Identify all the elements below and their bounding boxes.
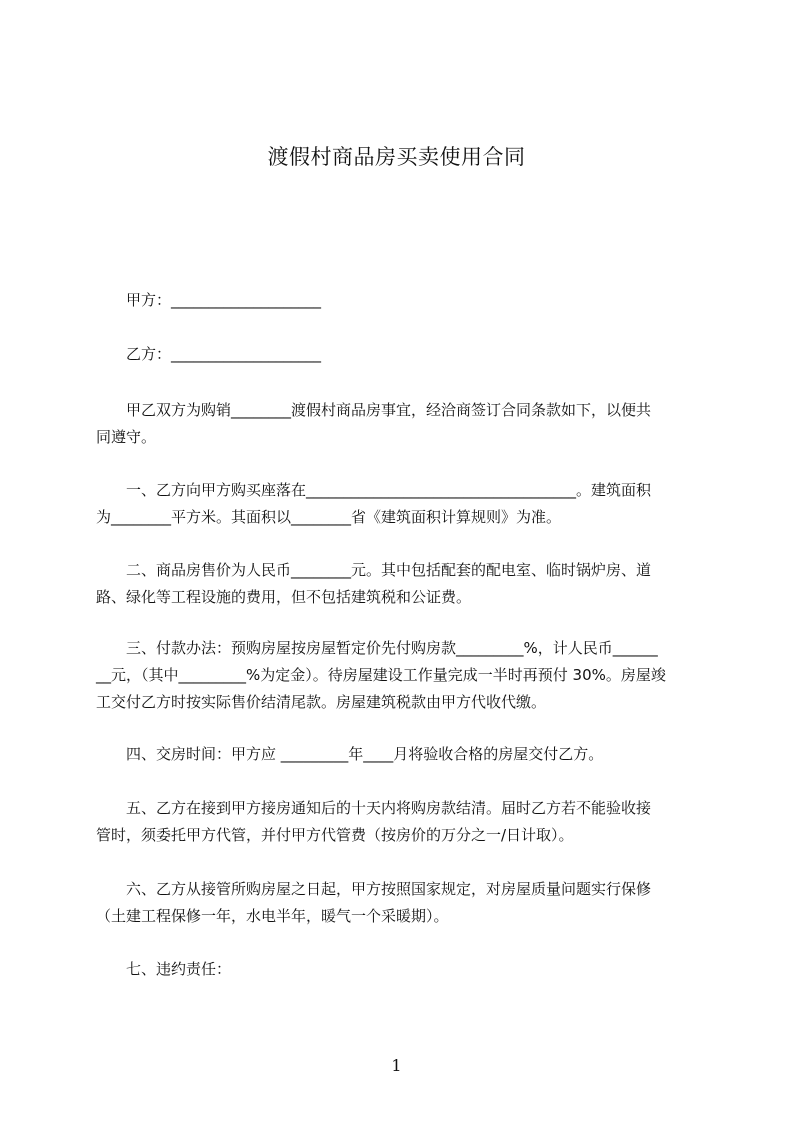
clause-1-line-2: 为________平方米。其面积以________省《建筑面积计算规则》为准。 — [96, 508, 562, 526]
clause-5-line-1: 五、乙方在接到甲方接房通知后的十天内将购房款结清。届时乙方若不能验收接 — [96, 799, 652, 817]
clause-1-line-1: 一、乙方向甲方购买座落在____________________________________。建筑面积 — [96, 481, 652, 499]
clause-3-line-2: __元，（其中_________%为定金）。待房屋建设工作量完成一半时再预付 30%。房屋竣 — [96, 666, 666, 684]
party-a-line: 甲方：____________________ — [96, 291, 322, 309]
clause-3-line-3: 工交付乙方时按实际售价结清尾款。房屋建筑税款由甲方代收代缴。 — [96, 693, 547, 711]
clause-3-line-1: 三、付款办法：预购房屋按房屋暂定价先付购房款_________%，计人民币______ — [96, 639, 658, 657]
intro-line-1: 甲乙双方为购销________渡假村商品房事宜，经洽商签订合同条款如下，以便共 — [96, 401, 652, 419]
clause-6-line-1: 六、乙方从接管所购房屋之日起，甲方按照国家规定，对房屋质量问题实行保修 — [96, 880, 652, 898]
clause-5-line-2: 管时，须委托甲方代管，并付甲方代管费（按房价的万分之一/日计取）。 — [96, 826, 574, 844]
clause-2-line-1: 二、商品房售价为人民币________元。其中包括配套的配电室、临时锅炉房、道 — [96, 561, 652, 579]
clause-6-line-2: （土建工程保修一年，水电半年，暖气一个采暖期）。 — [96, 907, 449, 925]
page-title: 渡假村商品房买卖使用合同 — [267, 145, 526, 169]
party-b-line: 乙方：____________________ — [96, 345, 322, 363]
clause-4-line: 四、交房时间：甲方应 _________年____月将验收合格的房屋交付乙方。 — [96, 745, 604, 763]
clause-2-line-2: 路、绿化等工程设施的费用，但不包括建筑税和公证费。 — [96, 588, 472, 606]
intro-line-2: 同遵守。 — [96, 428, 157, 446]
page-number: 1 — [391, 1056, 402, 1075]
clause-7-line: 七、违约责任： — [96, 960, 232, 978]
